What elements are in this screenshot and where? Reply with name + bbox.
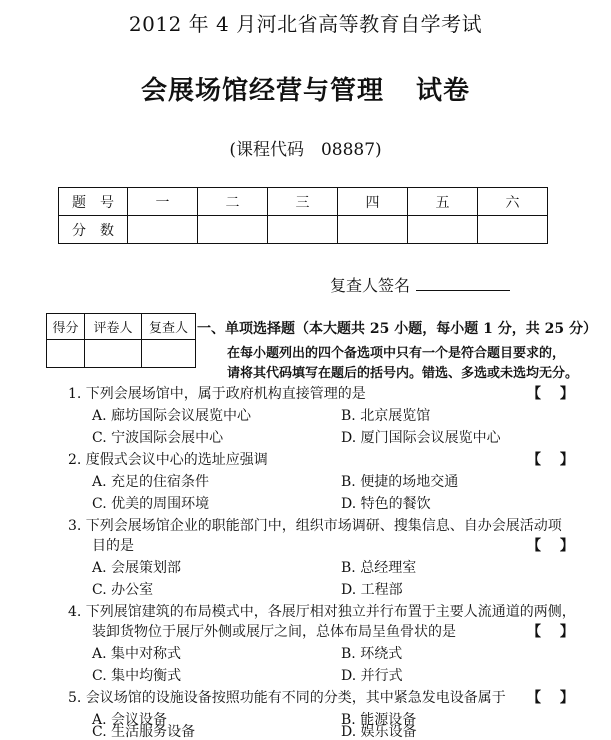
score-table-column: 六 xyxy=(478,188,548,216)
score-cell xyxy=(198,216,268,244)
section-instruction: 请将其代码填写在题后的括号内。错选、多选或未选均无分。 xyxy=(227,366,579,381)
score-cell xyxy=(478,216,548,244)
marking-box-cell xyxy=(85,340,142,368)
question-stem: 4. 下列展馆建筑的布局模式中，各展厅相对独立并行布置于主要人流通道的两侧， xyxy=(68,604,576,620)
reviewer-signature-label: 复查人签名 xyxy=(330,276,411,295)
question-stem: 2. 度假式会议中心的选址应强调 xyxy=(68,452,268,468)
score-table-column: 一 xyxy=(128,188,198,216)
option: C. 优美的周围环境 xyxy=(92,496,210,512)
option: A. 会展策划部 xyxy=(92,560,182,576)
marking-box-header: 得分 xyxy=(47,314,85,340)
option: D. 娱乐设备 xyxy=(341,724,417,740)
paper-title xyxy=(0,70,611,107)
option: C. 办公室 xyxy=(92,582,154,598)
answer-bracket: 【 】 xyxy=(527,690,574,706)
option: D. 特色的餐饮 xyxy=(341,496,431,512)
score-table-column: 五 xyxy=(408,188,478,216)
answer-bracket: 【 】 xyxy=(527,538,574,554)
score-table-column: 四 xyxy=(338,188,408,216)
signature-line xyxy=(416,276,510,291)
section-heading: 一、单项选择题（本大题共 25 小题，每小题 1 分，共 25 分） xyxy=(197,321,597,337)
score-cell xyxy=(268,216,338,244)
score-table xyxy=(58,187,548,244)
option: A. 会议设备 xyxy=(92,712,168,728)
marking-box-header: 复查人 xyxy=(142,314,196,340)
option: A. 充足的住宿条件 xyxy=(92,474,210,490)
option: C. 集中均衡式 xyxy=(92,668,182,684)
score-table-row-label: 分 数 xyxy=(59,216,128,244)
option: B. 环绕式 xyxy=(341,646,403,662)
answer-bracket: 【 】 xyxy=(527,624,574,640)
option: D. 厦门国际会议展览中心 xyxy=(341,430,501,446)
answer-bracket: 【 】 xyxy=(527,452,574,468)
paper-title-main: 会展场馆经营与管理 xyxy=(140,76,384,106)
marking-box-header: 评卷人 xyxy=(85,314,142,340)
course-code: (课程代码 08887) xyxy=(229,140,382,160)
question-stem: 1. 下列会展场馆中，属于政府机构直接管理的是 xyxy=(68,386,366,402)
score-table-header-row xyxy=(59,188,548,216)
section-instruction: 在每小题列出的四个备选项中只有一个是符合题目要求的， xyxy=(227,346,566,361)
score-cell xyxy=(338,216,408,244)
marking-box-cell xyxy=(142,340,196,368)
marking-box-cell xyxy=(47,340,85,368)
question-stem-continued: 目的是 xyxy=(92,538,134,554)
option: B. 北京展览馆 xyxy=(341,408,431,424)
score-table-score-row xyxy=(59,216,548,244)
option: C. 生活服务设备 xyxy=(92,724,196,740)
score-table-column: 二 xyxy=(198,188,268,216)
paper-title-suffix: 试卷 xyxy=(416,76,471,106)
score-cell xyxy=(128,216,198,244)
exam-title: 2012 年 4 月河北省高等教育自学考试 xyxy=(128,12,483,36)
option: D. 并行式 xyxy=(341,668,403,684)
question-stem-continued: 装卸货物位于展厅外侧或展厅之间，总体布局呈鱼骨状的是 xyxy=(92,624,456,640)
score-table-column: 三 xyxy=(268,188,338,216)
option: B. 便捷的场地交通 xyxy=(341,474,459,490)
option: A. 集中对称式 xyxy=(92,646,182,662)
question-stem: 5. 会议场馆的设施设备按照功能有不同的分类，其中紧急发电设备属于 xyxy=(68,690,506,706)
option: A. 廊坊国际会议展览中心 xyxy=(92,408,252,424)
score-table-row-label: 题 号 xyxy=(59,188,128,216)
answer-bracket: 【 】 xyxy=(527,386,574,402)
option: C. 宁波国际会展中心 xyxy=(92,430,224,446)
marking-box xyxy=(46,313,196,368)
reviewer-signature xyxy=(330,273,510,296)
question-stem: 3. 下列会展场馆企业的职能部门中，组织市场调研、搜集信息、自办会展活动项 xyxy=(68,518,562,534)
option: D. 工程部 xyxy=(341,582,403,598)
option: B. 总经理室 xyxy=(341,560,417,576)
option: B. 能源设备 xyxy=(341,712,417,728)
score-cell xyxy=(408,216,478,244)
